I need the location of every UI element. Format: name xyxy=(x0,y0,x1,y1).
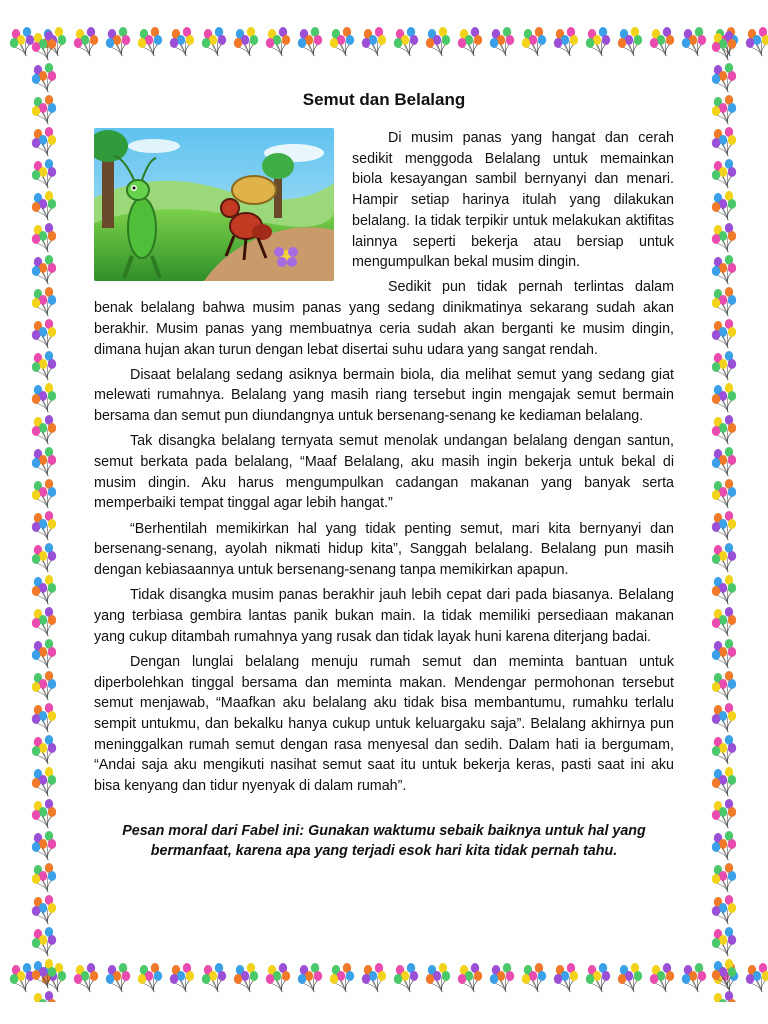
balloon-cluster-icon xyxy=(32,223,56,252)
balloon-cluster-icon xyxy=(490,963,514,992)
paragraph-4: Tak disangka belalang ternyata semut menolak undangan belalang dengan santun, semut berkata pada belalang, “Maaf Belalang, aku masih ingin bekerja untuk bekal di musim dingin. Aku harus mengumpulkan cadangan makanan yang banyak serta memperbaiki tempat tinggal agar lebih hangat.” xyxy=(94,433,674,512)
balloon-cluster-icon xyxy=(202,963,226,992)
balloon-cluster-icon xyxy=(32,735,56,764)
balloon-cluster-icon xyxy=(712,671,736,700)
balloon-cluster-icon xyxy=(32,287,56,316)
balloon-cluster-icon xyxy=(32,991,56,1002)
balloon-cluster-icon xyxy=(32,959,56,988)
balloon-cluster-icon xyxy=(330,963,354,992)
balloon-cluster-icon xyxy=(618,27,642,56)
balloon-cluster-icon xyxy=(712,95,736,124)
balloon-border-left xyxy=(22,22,66,1002)
balloon-cluster-icon xyxy=(712,223,736,252)
balloon-cluster-icon xyxy=(712,319,736,348)
balloon-cluster-icon xyxy=(712,159,736,188)
balloon-cluster-icon xyxy=(32,607,56,636)
balloon-cluster-icon xyxy=(330,27,354,56)
balloon-cluster-icon xyxy=(394,963,418,992)
balloon-cluster-icon xyxy=(712,831,736,860)
balloon-cluster-icon xyxy=(712,959,736,988)
balloon-cluster-icon xyxy=(746,963,768,992)
balloon-cluster-icon xyxy=(712,191,736,220)
balloon-cluster-icon xyxy=(586,27,610,56)
balloon-cluster-icon xyxy=(712,607,736,636)
balloon-cluster-icon xyxy=(712,511,736,540)
story-content xyxy=(94,88,674,875)
balloon-cluster-icon xyxy=(712,479,736,508)
balloon-cluster-icon xyxy=(298,963,322,992)
balloon-cluster-icon xyxy=(266,27,290,56)
paragraph-1: Di musim panas yang hangat dan cerah sedikit menggoda Belalang untuk memainkan biola kesayangan sambil bernyanyi dan menari. Hampir setiap harinya itulah yang dilakukan belalang. Ia tidak terpikir untuk melakukan aktifitas lainnya seperti bekerja atau bersiap untuk mengumpulkan bekal musim dingin. xyxy=(352,130,674,271)
balloon-cluster-icon xyxy=(712,255,736,284)
balloon-cluster-icon xyxy=(618,963,642,992)
balloon-cluster-icon xyxy=(32,799,56,828)
balloon-cluster-icon xyxy=(522,27,546,56)
balloon-cluster-icon xyxy=(746,27,768,56)
balloon-cluster-icon xyxy=(32,767,56,796)
balloon-cluster-icon xyxy=(32,319,56,348)
balloon-cluster-icon xyxy=(32,447,56,476)
balloon-cluster-icon xyxy=(712,703,736,732)
balloon-cluster-icon xyxy=(32,511,56,540)
balloon-cluster-icon xyxy=(586,963,610,992)
balloon-cluster-icon xyxy=(170,27,194,56)
paragraph-3: Disaat belalang sedang asiknya bermain biola, dia melihat semut yang sedang giat melewati rumahnya. Belalang yang masih riang tersebut ingin mengajak semut bermain bersama dan semut pun diundangnya untuk bersenang-senang ke kediaman belalang. xyxy=(94,366,674,425)
balloon-cluster-icon xyxy=(32,703,56,732)
balloon-border-right xyxy=(702,22,746,1002)
balloon-cluster-icon xyxy=(712,895,736,924)
balloon-cluster-icon xyxy=(32,351,56,380)
balloon-cluster-icon xyxy=(266,963,290,992)
balloon-cluster-icon xyxy=(394,27,418,56)
paragraph-2: Sedikit pun tidak pernah terlintas dalam benak belalang bahwa musim panas yang sedang dinikmatinya sekarang sudah akan berakhir. Musim panas yang membuatnya ceria sudah akan berganti ke musim dingin, dimana hujan akan turun dengan lebat disertai suhu udara yang sangat rendah. xyxy=(94,279,674,358)
balloon-cluster-icon xyxy=(234,963,258,992)
balloon-cluster-icon xyxy=(522,963,546,992)
balloon-cluster-icon xyxy=(138,27,162,56)
balloon-cluster-icon xyxy=(712,351,736,380)
balloon-cluster-icon xyxy=(650,27,674,56)
balloon-cluster-icon xyxy=(490,27,514,56)
balloon-cluster-icon xyxy=(32,95,56,124)
balloon-cluster-icon xyxy=(202,27,226,56)
balloon-cluster-icon xyxy=(554,27,578,56)
balloon-cluster-icon xyxy=(712,799,736,828)
balloon-cluster-icon xyxy=(32,543,56,572)
balloon-cluster-icon xyxy=(712,575,736,604)
balloon-cluster-icon xyxy=(32,159,56,188)
balloon-cluster-icon xyxy=(712,31,736,60)
balloon-cluster-icon xyxy=(712,415,736,444)
balloon-cluster-icon xyxy=(32,895,56,924)
balloon-cluster-icon xyxy=(650,963,674,992)
paragraph-7: Dengan lunglai belalang menuju rumah semut dan meminta bantuan untuk diperbolehkan tinggal bersama dan meminta makan. Mendengar permohonan tersebut semut menjawab, “Maafkan aku belalang aku tidak bisa membantumu, rumahku terlalu sempit untukmu, dan bekalku hanya cukup untuk keluargaku saja”. Belalang akhirnya pun meninggalkan rumah semut dengan rasa menyesal dan sedih. Dalam hati ia bergumam, “Andai saja aku mengikuti nasihat semut saat itu untuk bekerja keras, pasti saat ini aku bisa kenyang dan tidur nyenyak di dalam rumah”. xyxy=(94,653,674,795)
balloon-cluster-icon xyxy=(106,27,130,56)
balloon-cluster-icon xyxy=(712,447,736,476)
balloon-cluster-icon xyxy=(712,287,736,316)
balloon-cluster-icon xyxy=(32,479,56,508)
balloon-border-top xyxy=(0,22,768,66)
balloon-cluster-icon xyxy=(712,927,736,956)
balloon-cluster-icon xyxy=(712,383,736,412)
balloon-cluster-icon xyxy=(32,127,56,156)
balloon-cluster-icon xyxy=(32,863,56,892)
paragraph-5: “Berhentilah memikirkan hal yang tidak penting semut, mari kita bernyanyi dan bersenang-senang, ayolah nikmati hidup kita”, Sanggah belalang. Belalang pun masih dengan kebiasaannya untuk bersenang-senang tanpa memikirkan apapun. xyxy=(94,520,674,579)
balloon-cluster-icon xyxy=(362,27,386,56)
balloon-cluster-icon xyxy=(106,963,130,992)
balloon-cluster-icon xyxy=(426,27,450,56)
balloon-cluster-icon xyxy=(362,963,386,992)
balloon-cluster-icon xyxy=(712,63,736,92)
balloon-cluster-icon xyxy=(32,831,56,860)
balloon-cluster-icon xyxy=(32,671,56,700)
balloon-cluster-icon xyxy=(458,963,482,992)
balloon-cluster-icon xyxy=(554,963,578,992)
balloon-cluster-icon xyxy=(32,383,56,412)
balloon-cluster-icon xyxy=(426,963,450,992)
moral-message: Pesan moral dari Fabel ini: Gunakan waktumu sebaik baiknya untuk hal yang bermanfaat, karena apa yang terjadi esok hari kita tidak pernah tahu. xyxy=(122,822,646,859)
balloon-cluster-icon xyxy=(32,415,56,444)
balloon-cluster-icon xyxy=(712,991,736,1002)
balloon-cluster-icon xyxy=(170,963,194,992)
balloon-cluster-icon xyxy=(298,27,322,56)
balloon-cluster-icon xyxy=(32,63,56,92)
balloon-cluster-icon xyxy=(32,191,56,220)
balloon-cluster-icon xyxy=(712,639,736,668)
balloon-cluster-icon xyxy=(138,963,162,992)
balloon-cluster-icon xyxy=(712,543,736,572)
balloon-cluster-icon xyxy=(32,639,56,668)
balloon-cluster-icon xyxy=(74,27,98,56)
balloon-cluster-icon xyxy=(32,927,56,956)
story-title: Semut dan Belalang xyxy=(302,90,466,109)
balloon-cluster-icon xyxy=(712,735,736,764)
balloon-cluster-icon xyxy=(458,27,482,56)
balloon-cluster-icon xyxy=(712,863,736,892)
balloon-cluster-icon xyxy=(32,255,56,284)
balloon-cluster-icon xyxy=(234,27,258,56)
balloon-cluster-icon xyxy=(74,963,98,992)
balloon-cluster-icon xyxy=(32,31,56,60)
paragraph-6: Tidak disangka musim panas berakhir jauh lebih cepat dari pada biasanya. Belalang yang terbiasa gembira lantas panik bukan main. Ia tidak memiliki persediaan makanan yang cukup ditambah rumahnya yang rusak dan tidak layak huni karena diterjang badai. xyxy=(94,587,674,645)
balloon-cluster-icon xyxy=(712,767,736,796)
balloon-cluster-icon xyxy=(712,127,736,156)
balloon-cluster-icon xyxy=(32,575,56,604)
grasshopper-and-ant-illustration xyxy=(94,128,334,281)
balloon-border-bottom xyxy=(0,958,768,1002)
